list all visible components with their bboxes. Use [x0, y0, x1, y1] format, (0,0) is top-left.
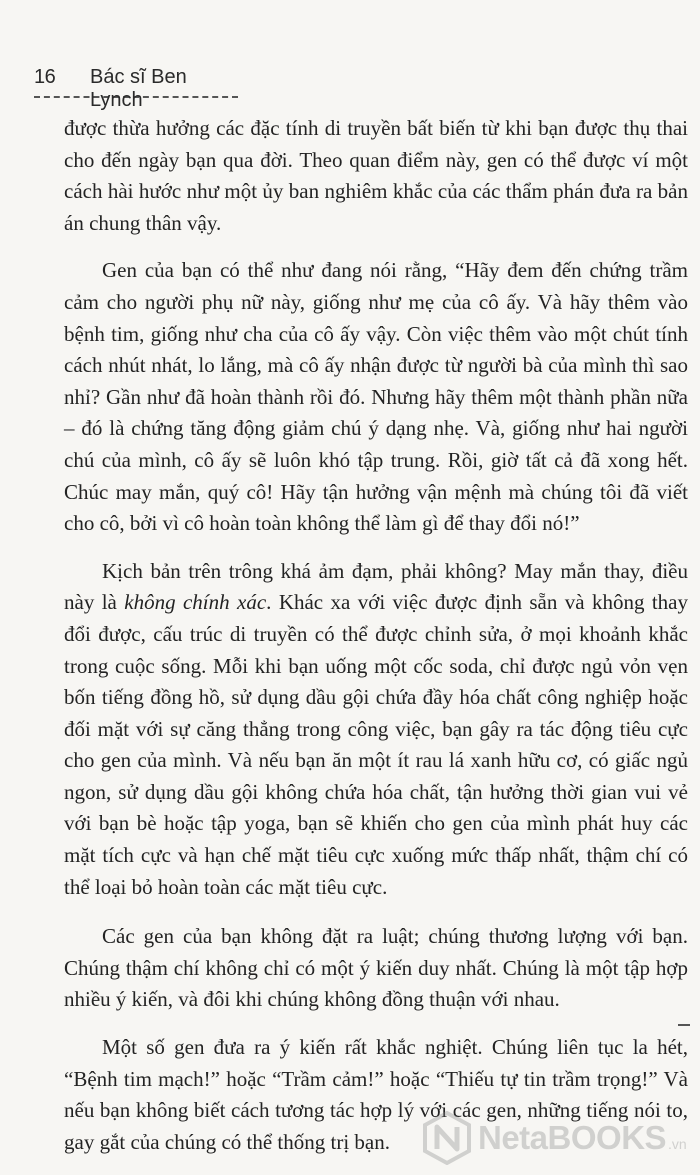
watermark-suffix: .vn	[668, 1136, 687, 1152]
paragraph-text: Một số gen đưa ra ý kiến rất khắc nghiệt. Chúng liên tục la hét, “Bệnh tim mạch!” hoặc “Trầm cảm!” hoặc “Thiếu tự tin trầm trọng!” Và nếu bạn không biết cách tương tác hợp lý với các gen, những tiếng nói to, gay gắt của chúng có thể thống trị bạn.	[64, 1035, 688, 1154]
paragraph-text: được thừa hưởng các đặc tính di truyền bất biến từ khi bạn được thụ thai cho đến ngày bạn qua đời. Theo quan điểm này, gen có thể được ví một cách hài hước như một ủy ban nghiêm khắc của các thẩm phán đưa ra bản án chung thân vậy.	[64, 116, 688, 235]
paragraph	[64, 921, 688, 1016]
paragraph-text: . Khác xa với việc được định sẵn và không thay đổi được, cấu trúc di truyền có thể được chỉnh sửa, ở mọi khoảnh khắc trong cuộc sống. Mỗi khi bạn uống một cốc soda, chỉ được ngủ vỏn vẹn bốn tiếng đồng hồ, sử dụng dầu gội chứa đầy hóa chất công nghiệp hoặc đối mặt với sự căng thẳng trong công việc, bạn gây ra tác động tiêu cực cho gen của mình. Và nếu bạn ăn một ít rau lá xanh hữu cơ, có giấc ngủ ngon, sử dụng dầu gội không chứa hóa chất, tận hưởng thời gian vui vẻ với bạn bè hoặc tập yoga, bạn sẽ khiến cho gen của mình phát huy các mặt tích cực và hạn chế mặt tiêu cực xuống mức thấp nhất, thậm chí có thể loại bỏ hoàn toàn các mặt tiêu cực.	[64, 590, 688, 899]
page-number: 16	[34, 66, 56, 88]
watermark	[420, 1108, 687, 1168]
margin-mark	[678, 1024, 690, 1026]
paragraph	[64, 255, 688, 539]
author-name: Bác sĩ Ben Lynch	[90, 66, 187, 111]
paragraph	[64, 556, 688, 904]
paragraph-text: Các gen của bạn không đặt ra luật; chúng thương lượng với bạn. Chúng thậm chí không chỉ có một ý kiến duy nhất. Chúng là một tập hợp nhiều ý kiến, và đôi khi chúng không đồng thuận với nhau.	[64, 924, 688, 1012]
paragraph-text: Gen của bạn có thể như đang nói rằng, “Hãy đem đến chứng trầm cảm cho người phụ nữ này, giống như mẹ của cô ấy. Và hãy thêm vào bệnh tim, giống như cha của cô ấy vậy. Còn việc thêm vào một chút tính cách nhút nhát, lo lắng, mà cô ấy nhận được từ người bà của mình thì sao nhỉ? Gần như đã hoàn thành rồi đó. Nhưng hãy thêm một thành phần nữa – đó là chứng tăng động giảm chú ý dạng nhẹ. Và, giống như hai người chú của mình, cô ấy sẽ luôn khó tập trung. Rồi, giờ tất cả đã xong hết. Chúc may mắn, quý cô! Hãy tận hưởng vận mệnh mà chúng tôi đã viết cho cô, bởi vì cô hoàn toàn không thể làm gì để thay đổi nó!”	[64, 258, 688, 536]
neta-logo-icon	[420, 1111, 474, 1165]
paragraph-text: Kịch bản trên trông khá ảm đạm, phải không? May mắn thay, điều này là	[64, 558, 688, 615]
running-header	[34, 60, 238, 111]
body-text	[64, 113, 688, 1158]
emphasized-text: không chính xác	[124, 590, 267, 615]
paragraph	[64, 113, 688, 239]
watermark-brand: NetaBOOKS	[478, 1119, 667, 1156]
